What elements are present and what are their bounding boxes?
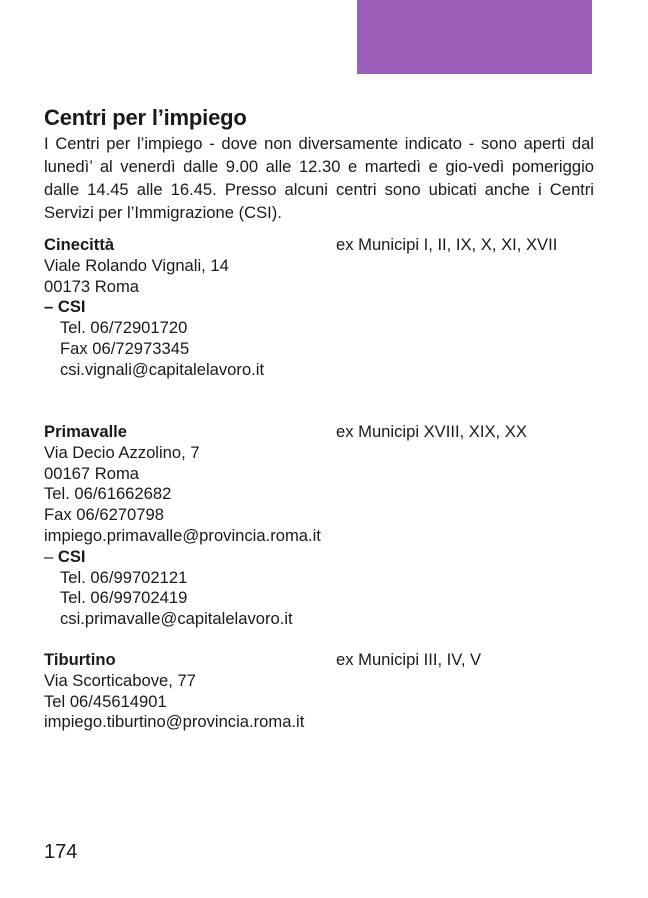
csi-label: – CSI xyxy=(44,297,86,317)
office-city: 00173 Roma xyxy=(44,276,140,296)
office-municipi: ex Municipi III, IV, V xyxy=(336,650,482,669)
csi-email[interactable]: csi.vignali@capitalelavoro.it xyxy=(60,359,265,379)
office-tel: Tel 06/45614901 xyxy=(44,691,167,711)
header-banner xyxy=(357,0,592,74)
csi-label: CSI xyxy=(57,546,86,566)
page-title: Centri per l’impiego xyxy=(44,105,247,130)
csi-tel: Tel. 06/99702121 xyxy=(60,567,188,587)
office-entry-tiburtino xyxy=(44,650,594,733)
office-entry-primavalle xyxy=(44,422,594,630)
office-address: Via Scorticabove, 77 xyxy=(44,670,196,690)
office-email[interactable]: impiego.tiburtino@provincia.roma.it xyxy=(44,712,305,732)
office-name: Cinecittà xyxy=(44,235,115,254)
office-municipi: ex Municipi I, II, IX, X, XI, XVII xyxy=(336,235,558,254)
csi-dash: – xyxy=(44,546,58,566)
csi-tel: Tel. 06/99702419 xyxy=(60,588,188,608)
csi-fax: Fax 06/72973345 xyxy=(60,338,190,358)
office-fax: Fax 06/6270798 xyxy=(44,505,164,525)
office-entry-cinecitta xyxy=(44,235,594,381)
section xyxy=(44,104,594,224)
csi-email[interactable]: csi.primavalle@capitalelavoro.it xyxy=(60,609,293,629)
office-name: Tiburtino xyxy=(44,650,116,669)
office-address: Viale Rolando Vignali, 14 xyxy=(44,255,229,275)
csi-label-row xyxy=(44,547,594,568)
page-number: 174 xyxy=(44,841,78,863)
office-email[interactable]: impiego.primavalle@provincia.roma.it xyxy=(44,525,321,545)
csi-tel: Tel. 06/72901720 xyxy=(60,318,188,338)
office-name: Primavalle xyxy=(44,422,128,441)
intro-paragraph: I Centri per l’impiego - dove non diversamente indicato - sono aperti dal lunedì’ al venerdì dalle 9.00 alle 12.30 e martedì e gio-vedì pomeriggio dalle 14.45 alle 16.45. Presso alcuni centri sono ubicati anche i Centri Servizi per l’Immigrazione (CSI). xyxy=(44,134,594,222)
office-municipi: ex Municipi XVIII, XIX, XX xyxy=(336,422,527,441)
office-tel: Tel. 06/61662682 xyxy=(44,484,172,504)
office-address: Via Decio Azzolino, 7 xyxy=(44,442,200,462)
office-city: 00167 Roma xyxy=(44,463,140,483)
